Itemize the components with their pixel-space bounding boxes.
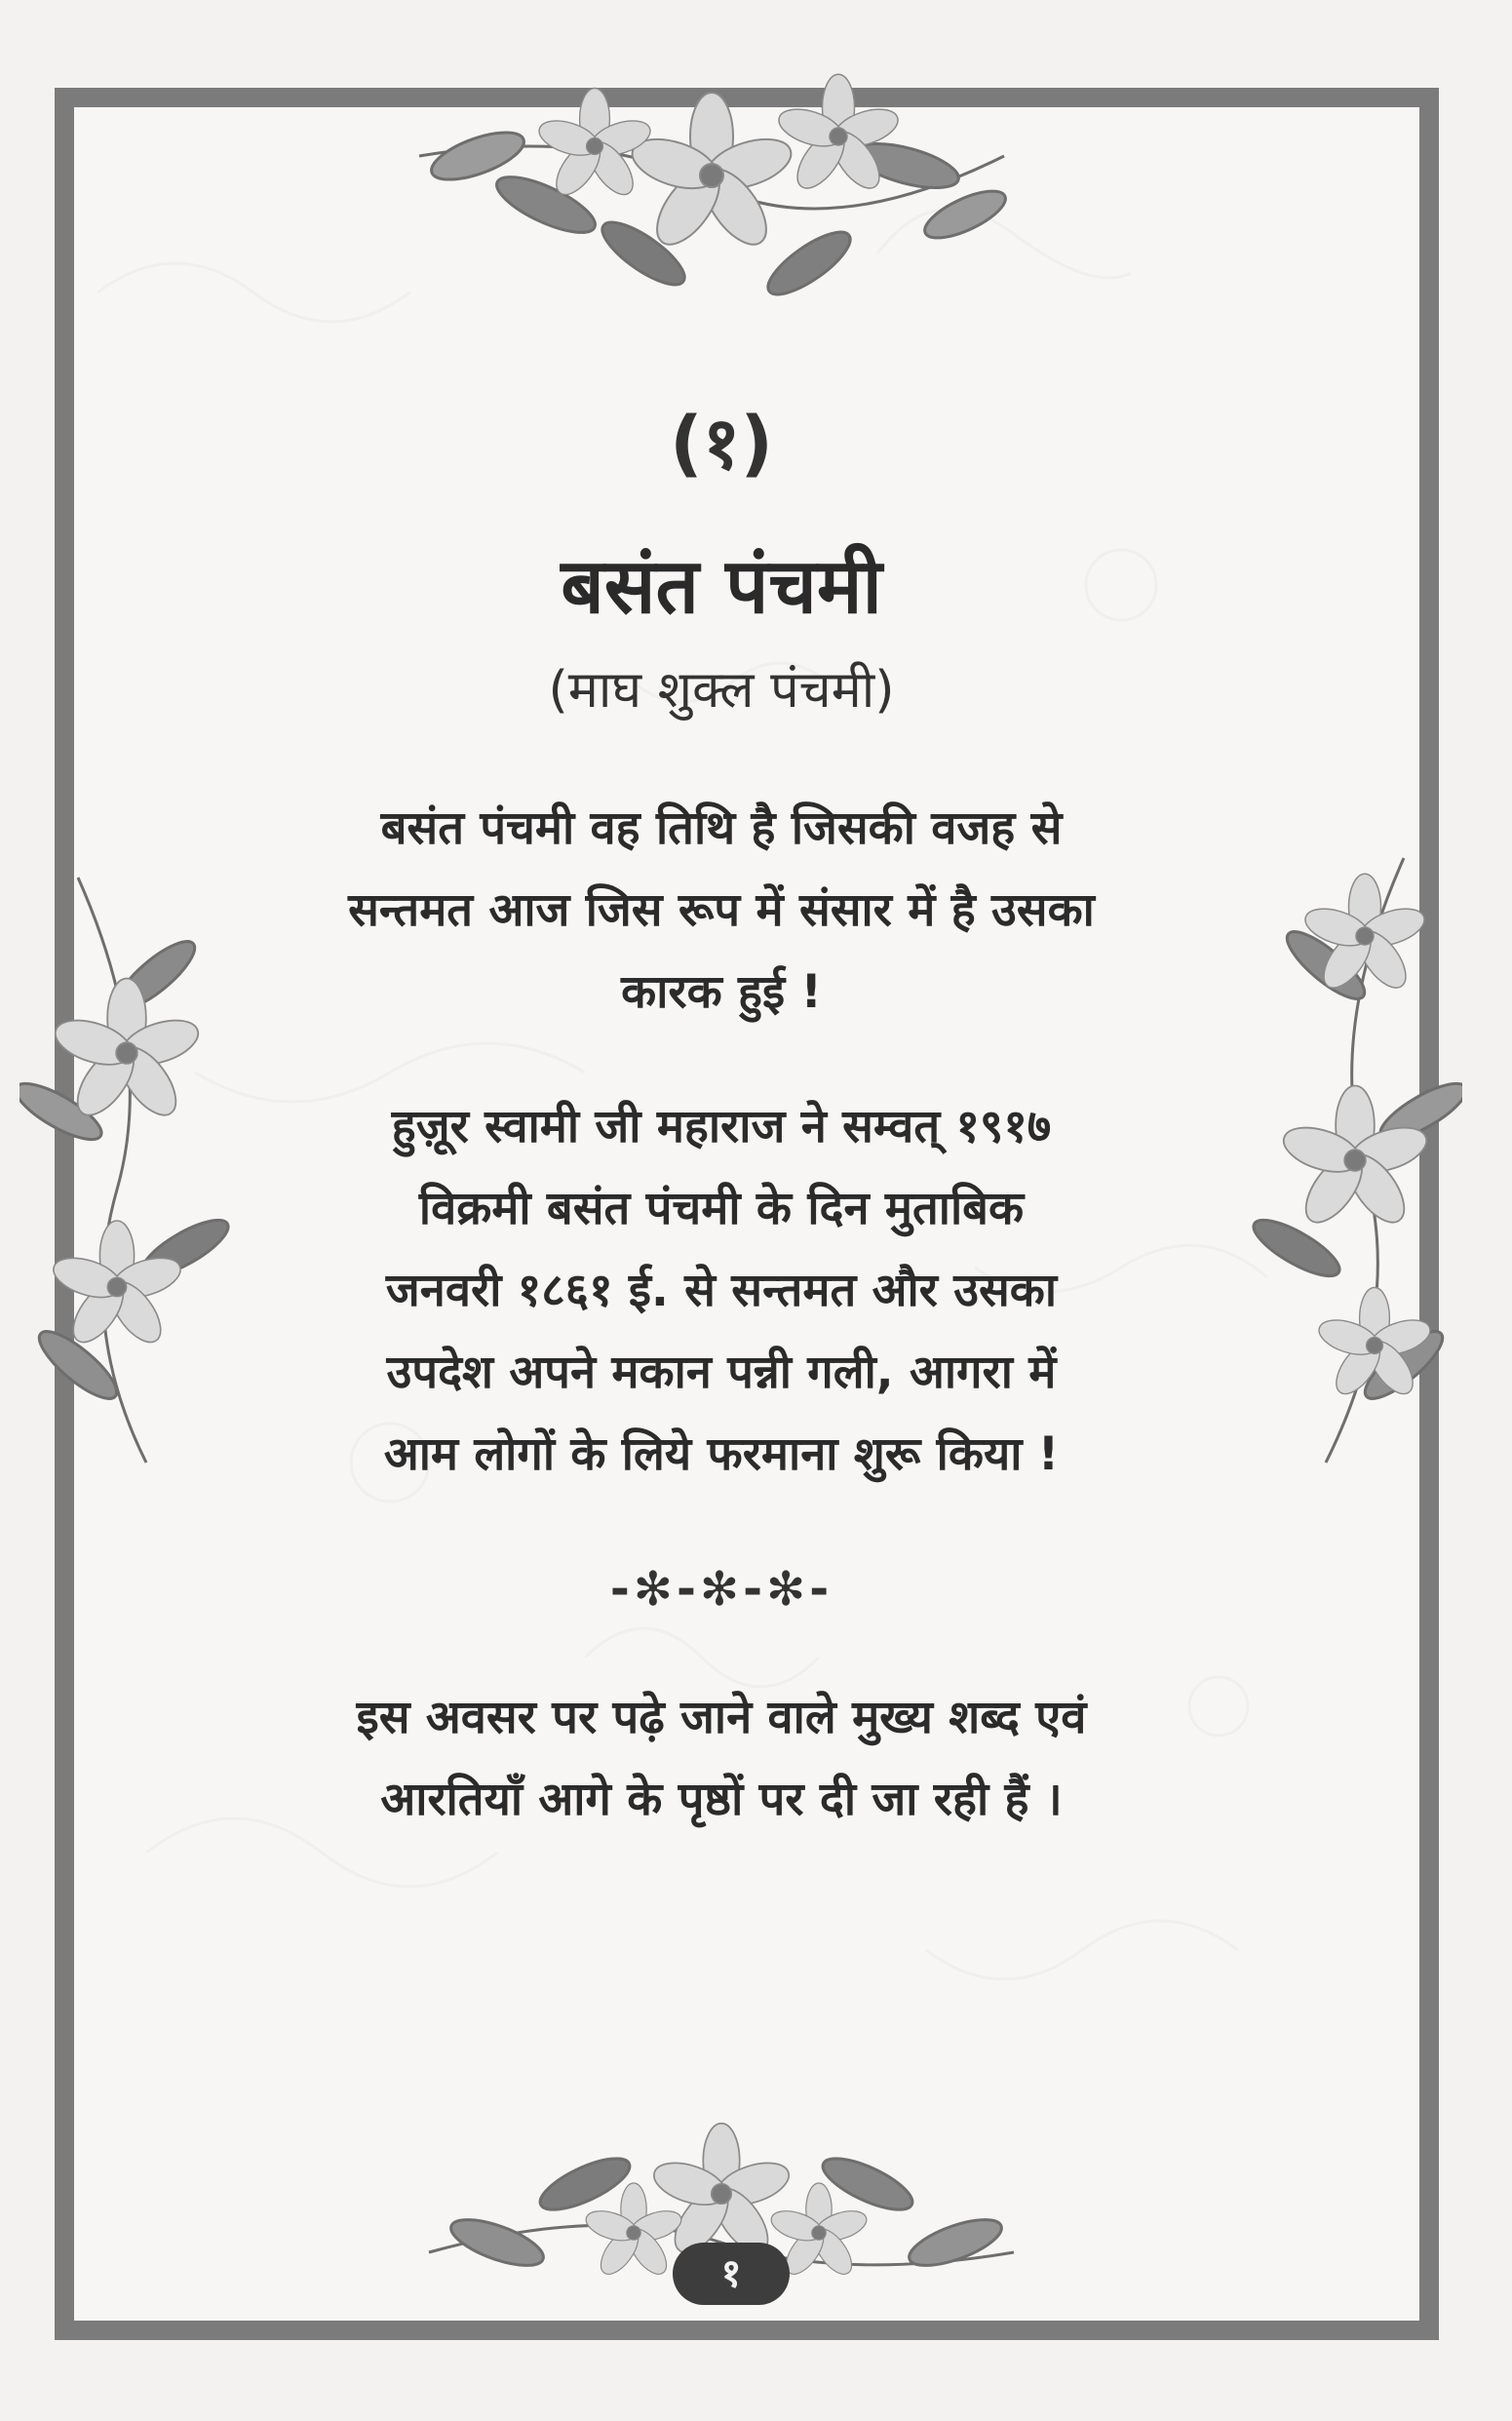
paragraph-line: बसंत पंचमी वह तिथि है जिसकी वजह से <box>380 801 1063 855</box>
paragraph-line: आरतियाँ आगे के पृष्ठों पर दी जा रही हैं । <box>380 1773 1063 1826</box>
section-separator: -✻-✻-✻- <box>609 1562 834 1617</box>
paragraph-line: विक्रमी बसंत पंचमी के दिन मुताबिक <box>418 1182 1025 1235</box>
paragraph-line: सन्तमत आज जिस रूप में संसार में है उसका <box>348 883 1095 937</box>
page-number-badge: १ <box>673 2243 790 2305</box>
page-content <box>175 390 1267 1841</box>
chapter-number: (१) <box>669 402 774 486</box>
paragraph-line: आम लोगों के लिये फरमाना शुरू किया ! <box>383 1427 1060 1481</box>
page-subtitle: (माघ शुक्ल पंचमी) <box>548 661 895 720</box>
paragraph-line: हुज़ूर स्वामी जी महाराज ने सम्वत् १९१७ <box>391 1100 1052 1153</box>
paragraph-line: जनवरी १८६१ ई. से सन्तमत और उसका <box>385 1264 1058 1317</box>
paragraph-line: कारक हुई ! <box>621 965 822 1019</box>
paragraph-line: उपदेश अपने मकान पन्नी गली, आगरा में <box>386 1346 1057 1399</box>
page-title: बसंत पंचमी <box>561 543 882 631</box>
paragraph-1 <box>175 788 1267 1034</box>
paragraph-line: इस अवसर पर पढ़े जाने वाले मुख्य शब्द एवं <box>356 1691 1087 1744</box>
paragraph-2 <box>175 1086 1267 1496</box>
floral-spray-icon <box>400 68 1024 322</box>
paragraph-3 <box>175 1677 1267 1841</box>
